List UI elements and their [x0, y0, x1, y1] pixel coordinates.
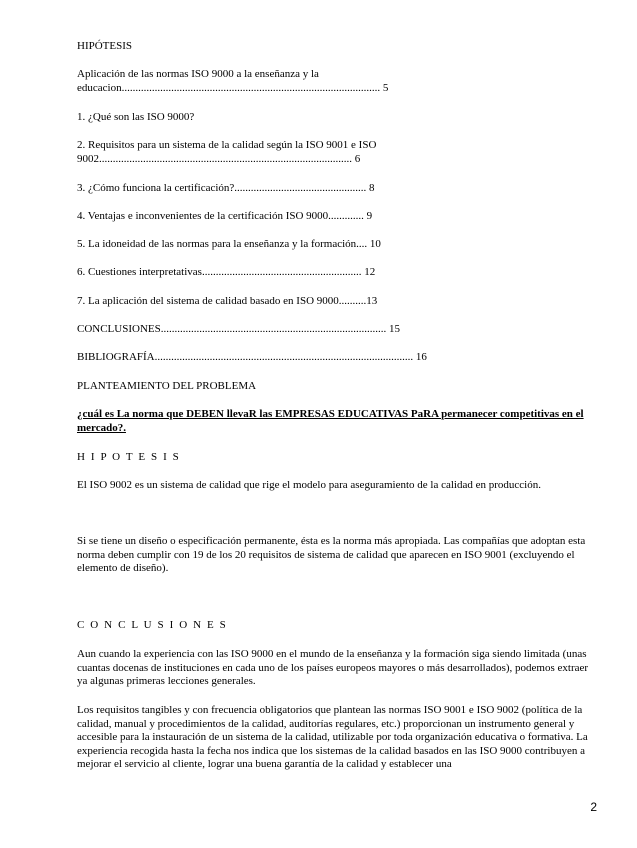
- conclusiones-paragraph: Aun cuando la experiencia con las ISO 9000 en el mundo de la enseñanza y la formación siga siendo limitada (unas cuantas docenas de instituciones en cada uno de los países europeos mayores o más desarrollados), podemos extraer ya algunas primeras lecciones generales.: [77, 648, 589, 687]
- toc-entry: educacion.............................................................................................. 5: [77, 82, 389, 94]
- toc-entry: 6. Cuestiones interpretativas.......................................................... 12: [77, 266, 376, 278]
- toc-entry: 2. Requisitos para un sistema de la calidad según la ISO 9001 e ISO: [77, 139, 377, 151]
- toc-entry: BIBLIOGRAFÍA.............................................................................................. 16: [77, 351, 427, 363]
- hipotesis-paragraph: Si se tiene un diseño o especificación permanente, ésta es la norma más apropiada. Las compañías que adoptan esta norma deben cumplir con 19 de los 20 requisitos de sistema de calidad que aparecen en ISO 9001 (excluyendo el elemento de diseño).: [77, 535, 586, 574]
- toc-entry: Aplicación de las normas ISO 9000 a la enseñanza y la: [77, 68, 319, 80]
- toc-entry: 7. La aplicación del sistema de calidad basado en ISO 9000..........13: [77, 295, 378, 307]
- conclusiones-paragraph: Los requisitos tangibles y con frecuencia obligatorios que plantean las normas ISO 9001 e ISO 9002 (política de la calidad, manual y procedimientos de la calidad, auditorías regulares, etc.) proporcionan un instrumento general y accesible para la instauración de un sistema de la calidad, utilizable por toda organización educativa o formativa. La experiencia recogida hasta la fecha nos indica que los sistemas de la calidad basados en las ISO 9000 contribuyen a mejorar el servicio al cliente, lograr una buena garantía de la calidad y establecer una: [77, 704, 588, 770]
- hipotesis-paragraph: El ISO 9002 es un sistema de calidad que rige el modelo para aseguramiento de la calidad en producción.: [77, 479, 541, 491]
- toc-entry: 3. ¿Cómo funciona la certificación?................................................ 8: [77, 182, 375, 194]
- problem-question: ¿cuál es La norma que DEBEN llevaR las EMPRESAS EDUCATIVAS PaRA permanecer competitivas en el mercado?.: [77, 408, 584, 434]
- toc-entry: 5. La idoneidad de las normas para la enseñanza y la formación.... 10: [77, 238, 381, 250]
- problem-heading: PLANTEAMIENTO DEL PROBLEMA: [77, 380, 257, 392]
- toc-entry: 1. ¿Qué son las ISO 9000?: [77, 111, 195, 123]
- hipotesis-heading: H I P O T E S I S: [77, 451, 181, 463]
- page-number: 2: [590, 800, 597, 814]
- toc-title: HIPÓTESIS: [77, 40, 133, 52]
- toc-entry: CONCLUSIONES.................................................................................. 15: [77, 323, 400, 335]
- toc-entry: 4. Ventajas e inconvenientes de la certificación ISO 9000............. 9: [77, 210, 373, 222]
- conclusiones-heading: C O N C L U S I O N E S: [77, 619, 228, 631]
- toc-entry: 9002............................................................................................ 6: [77, 153, 361, 165]
